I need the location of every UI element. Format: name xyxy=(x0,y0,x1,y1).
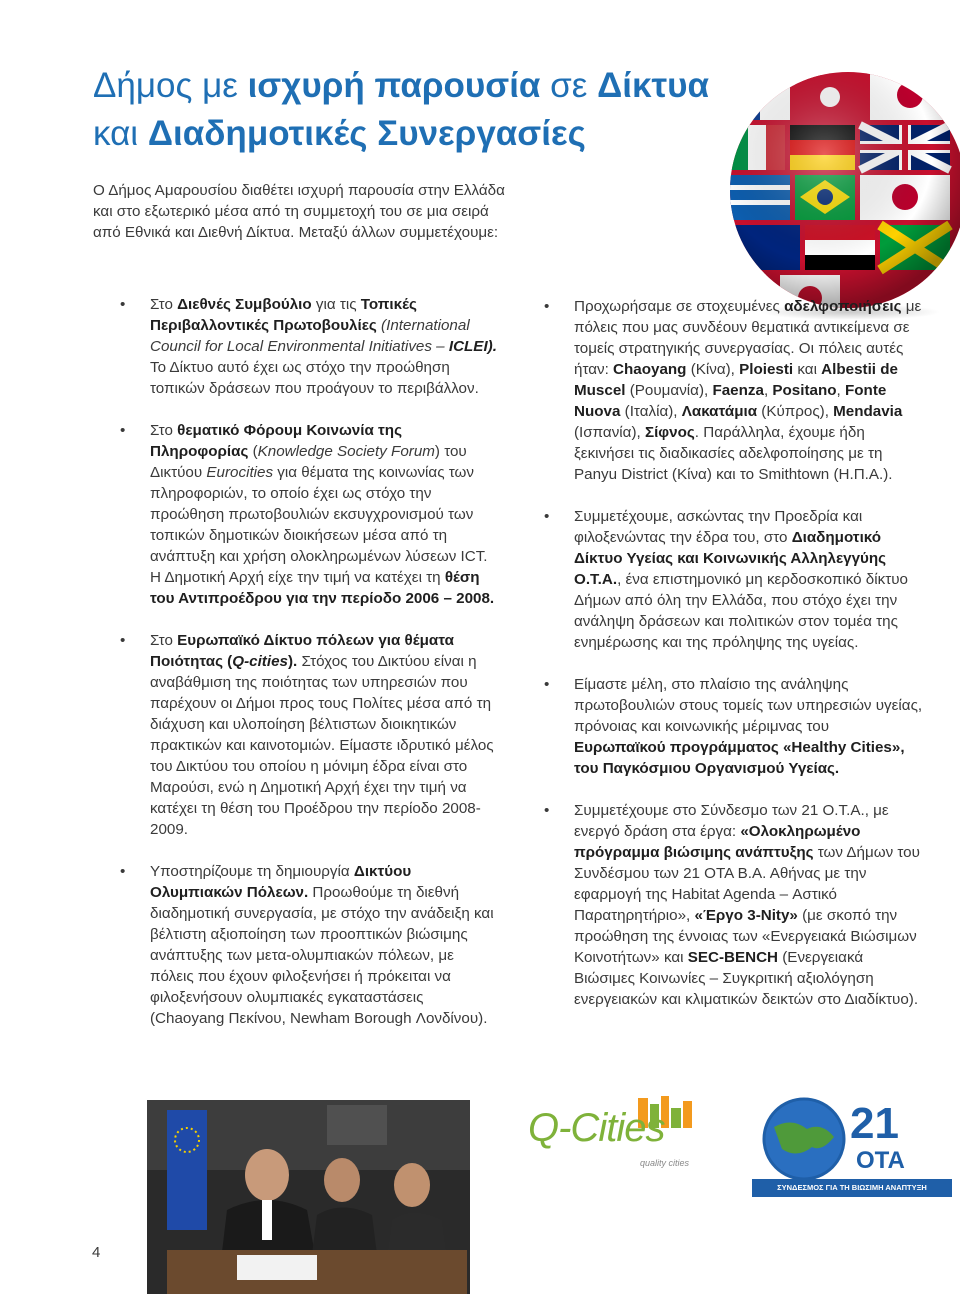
bullet: • xyxy=(120,632,126,649)
bullet: • xyxy=(544,802,550,819)
intro-paragraph: Ο Δήμος Αμαρουσίου διαθέτει ισχυρή παρουσία στην Ελλάδα και στο εξωτερικό μέσα από τη συμμετοχή του σε μια σειρά από Εθνικά και Διεθνή Δίκτυα. Μεταξύ άλλων συμμετέχουμε: xyxy=(93,182,505,241)
ota-banner: ΣΥΝΔΕΣΜΟΣ ΓΙΑ ΤΗ ΒΙΩΣΙΜΗ ΑΝΑΠΤΥΞΗ xyxy=(777,1183,927,1192)
list-item: • Υποστηρίζουμε τη δημιουργία Δικτύου Ολυμπιακών Πόλεων. Προωθούμε τη διεθνή διαδημοτική συνεργασία, με στόχο την ανάδειξη και βέλτιστη αξιοποίηση των προοπτικών βιώσιμης ανάπτυξης των μετα-ολυμπιακών πόλεων, με πόλεις που έχουν φιλοξενήσει ή πρόκειται να φιλοξενήσουν ολυμπιακές εγκαταστάσεις (Chaoyang Πεκίνου, Newham Borough Λονδίνου). xyxy=(120,863,494,1027)
qcities-wordmark: Q-Cities xyxy=(528,1106,665,1150)
list-item: • Στο Ευρωπαϊκό Δίκτυο πόλεων για θέματα Ποιότητας (Q-cities). Στόχος του Δικτύου είναι η αναβάθμιση της ποιότητας των υπηρεσιών που παρέχουν οι Δήμοι προς τους Πολίτες μέσα από τη διάχυση και υλοποίηση βέλτιστων διοικητικών πρακτικών και καινοτομιών. Είμαστε ιδρυτικό μέλος του Δικτύου του οποίου η μόνιμη έδρα είναι στο Μαρούσι, ενώ η Δημοτική Αρχή έχει την τιμή να κατέχει τη θέση του Προέδρου την περίοδο 2008-2009. xyxy=(120,632,494,838)
ota-number: 21 xyxy=(850,1099,899,1148)
bullet: • xyxy=(544,676,550,693)
bullet: • xyxy=(120,422,126,439)
list-item: • Στο θεματικό Φόρουμ Κοινωνία της Πληροφορίας (Knowledge Society Forum) του Δικτύου Eurocities για θέματα της κοινωνίας των πληροφοριών, το οποίο έχει ως στόχο την προώθηση πρωτοβουλιών εκσυγχρονισμού των τοπικών δημοτικών διοικήσεων μέσα από τη ανάπτυξη και χρήση ολοκληρωμένων λύσεων ICT. Η Δημοτική Αρχή είχε την τιμή να κατέχει τη θέση του Αντιπροέδρου για την περίοδο 2006 – 2008. xyxy=(120,422,495,607)
list-item: • Συμμετέχουμε, ασκώντας την Προεδρία και φιλοξενώντας την έδρα του, στο Διαδημοτικό Δίκτυο Υγείας και Κοινωνικής Αλληλεγγύης Ο.Τ.Α., ένα επιστημονικό μη κερδοσκοπικό δίκτυο Δήμων από όλη την Ελλάδα, που στόχο έχει την ανάληψη δράσεων και πολιτικών στον τομέα της ενημέρωσης και της πρόληψης της υγείας. xyxy=(544,508,908,651)
list-item: • Στο Διεθνές Συμβούλιο για τις Τοπικές Περιβαλλοντικές Πρωτοβουλίες (International Council for Local Environmental Initiatives – ICLEI). Το Δίκτυο αυτό έχει ως στόχο την προώθηση τοπικών δράσεων που προάγουν το περιβάλλον. xyxy=(120,296,497,397)
bullet: • xyxy=(120,863,126,880)
bullet: • xyxy=(544,298,550,315)
bullet: • xyxy=(544,508,550,525)
list-item: • Συμμετέχουμε στο Σύνδεσμο των 21 Ο.Τ.Α., με ενεργό δράση στα έργα: «Ολοκληρωμένο πρόγραμμα βιώσιμης ανάπτυξης των Δήμων του Συνδέσμου των 21 ΟΤΑ Β.Α. Αθήνας με την εφαρμογή της Habitat Agenda – Αστικό Παρατηρητήριο», «Έργο 3-Nity» (με σκοπό την προώθηση της έννοιας των «Ενεργειακά Βιώσιμων Κοινοτήτων» και SEC-BENCH (Ενεργειακά Βιώσιμες Κοινωνίες – Συγκριτική αξιολόγηση ενεργειακών και κλιματικών δεικτών στο Διαδίκτυο). xyxy=(544,802,920,1008)
qcities-tagline: quality cities xyxy=(640,1158,690,1168)
flag-globe-illustration xyxy=(700,40,960,320)
ota-text: ΟΤΑ xyxy=(856,1147,905,1174)
bullet: • xyxy=(120,296,126,313)
page-edge xyxy=(0,0,28,1294)
left-network-list xyxy=(120,294,500,1029)
page-number: 4 xyxy=(92,1244,101,1261)
qcities-logo xyxy=(520,1096,705,1176)
list-item: • Είμαστε μέλη, στο πλαίσιο της ανάληψης πρωτοβουλιών στους τομείς των υπηρεσιών υγείας, πρόνοιας και κοινωνικής μέριμνας του Ευρωπαϊκού προγράμματος «Healthy Cities», του Παγκόσμιου Οργανισμού Υγείας. xyxy=(544,676,923,777)
signing-ceremony-photo xyxy=(147,1100,470,1294)
page-title: Δήμος με ισχυρή παρουσία σε Δίκτυα και Διαδημοτικές Συνεργασίες xyxy=(93,66,709,153)
right-network-list xyxy=(544,296,924,1010)
list-item: • Προχωρήσαμε σε στοχευμένες αδελφοποιήσεις με πόλεις που μας συνδέουν θεματικά αντικείμενα σε τομείς στρατηγικής συνεργασίας. Οι πόλεις αυτές ήταν: Chaoyang (Κίνα), Ploiesti και Albestii de Muscel (Ρουμανία), Faenza, Positano, Fonte Nuova (Ιταλία), Λακατάμια (Κύπρος), Mendavia (Ισπανία), Σίφνος. Παράλληλα, έχουμε ήδη ξεκινήσει τις διαδικασίες αδελφοποίησης με τη Panyu District (Κίνα) και το Smithtown (Η.Π.Α.). xyxy=(544,298,922,483)
ota-21-logo xyxy=(752,1097,952,1199)
